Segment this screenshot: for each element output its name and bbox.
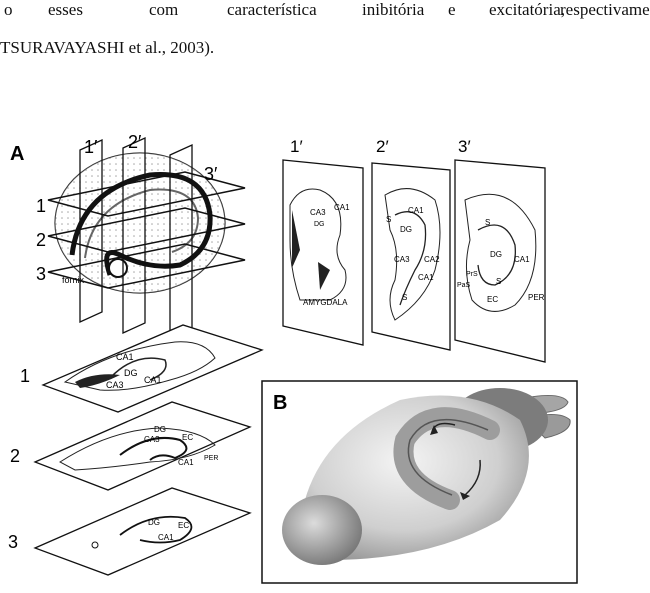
- word: com: [149, 0, 179, 19]
- horizontal-section-1: [20, 325, 262, 412]
- section-label: 1: [20, 366, 31, 386]
- region-label: CA3: [106, 380, 124, 390]
- region-label: S: [402, 293, 408, 302]
- region-label: CA2: [424, 255, 440, 264]
- section-label: 3: [8, 532, 19, 552]
- word: inibitória: [362, 0, 425, 19]
- plane-label-3p: 3′: [204, 164, 218, 184]
- region-label: DG: [314, 221, 325, 228]
- panel-a-label: A: [10, 143, 25, 165]
- region-label: DG: [154, 425, 166, 434]
- coronal-section-3p: [455, 137, 545, 362]
- region-label: S: [496, 277, 502, 286]
- panel-b-label: B: [273, 392, 288, 414]
- region-label: CA3: [310, 208, 326, 217]
- region-label: PaS: [457, 282, 471, 289]
- coronal-section-2p: [372, 137, 450, 350]
- region-label: CA1: [144, 375, 162, 385]
- word: e: [448, 0, 456, 19]
- section-label: 1′: [290, 137, 303, 156]
- region-label: CA1: [334, 203, 350, 212]
- region-label: EC: [178, 521, 190, 530]
- paragraph-line-2: TSURAVAYASHI et al., 2003).: [0, 38, 215, 57]
- region-label: DG: [490, 250, 502, 259]
- plane-label-3: 3: [36, 264, 47, 284]
- region-label: CA3: [144, 435, 160, 444]
- region-label: CA1: [408, 206, 424, 215]
- section-label: 2: [10, 446, 21, 466]
- region-label: PER: [528, 293, 545, 302]
- section-label: 2′: [376, 137, 389, 156]
- word: característica: [227, 0, 317, 19]
- panel-b: [262, 381, 577, 583]
- fornix-label: fornix: [62, 275, 85, 285]
- plane-label-2: 2: [36, 230, 47, 250]
- horizontal-section-2: [10, 402, 250, 490]
- word: esses: [48, 0, 83, 19]
- coronal-section-1p: [283, 137, 363, 345]
- horizontal-section-3: [8, 488, 250, 575]
- section-label: 3′: [458, 137, 471, 156]
- word: o: [4, 0, 13, 19]
- region-label: CA1: [514, 255, 530, 264]
- region-label: CA3: [394, 255, 410, 264]
- region-label: CA1: [158, 533, 174, 542]
- region-label: S: [386, 215, 392, 224]
- region-label: EC: [487, 295, 499, 304]
- region-label: DG: [148, 518, 160, 527]
- region-label: PrS: [466, 271, 478, 278]
- region-label: CA1: [418, 273, 434, 282]
- plane-label-1p: 1′: [84, 137, 98, 157]
- word: excitatória,: [489, 0, 565, 19]
- region-label: DG: [124, 368, 138, 378]
- region-label: CA1: [116, 352, 134, 362]
- plane-label-1: 1: [36, 196, 47, 216]
- region-label: AMYGDALA: [303, 298, 348, 307]
- region-label: DG: [400, 225, 412, 234]
- region-label: CA1: [178, 458, 194, 467]
- plane-label-2p: 2′: [128, 132, 142, 152]
- word: respectivame: [560, 0, 650, 19]
- region-label: S: [485, 218, 491, 227]
- region-label: EC: [182, 433, 194, 442]
- region-label: PER: [204, 455, 219, 462]
